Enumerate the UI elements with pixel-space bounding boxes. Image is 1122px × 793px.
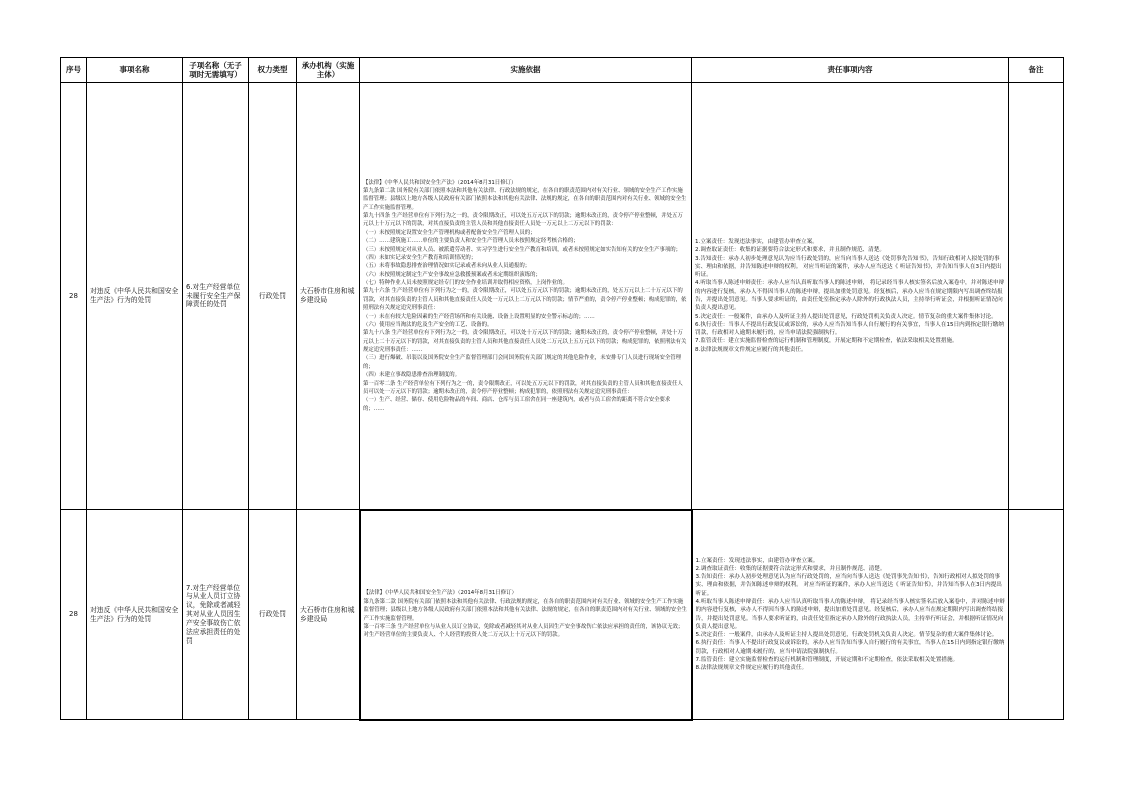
basis-line: （三）进行爆破、吊装以及国务院安全生产监督管理部门会同国务院有关部门规定的其他危险作业，未安排专门人员进行现场安全管理的； xyxy=(363,355,682,370)
header-item-name: 事项名称 xyxy=(87,58,183,83)
basis-line: 第九条第二款 国务院有关部门依照本法和其他有关法律、行政法规的规定，在各自的职责范围内对有关行业、领域的安全生产工作实施监督管理；县级以上地方各级人民政府有关部门依照本法和其他有关法律、法规的规定，在各自的职责范围内对有关行业、领域的安全生产工作实施监督管理。 xyxy=(363,187,687,211)
responsibility-line: 4.听取当事人陈述申辩责任：承办人应当认真听取当事人的陈述申辩， 将记录经当事人核实签名后放入案卷中，并对陈述申辩的内容进行复核，承办人不得因当事人的陈述申辩，提出加重处罚意见。经复核后，承办人应当在规定期限内写出调查终结报告，并提出处罚意见。当事人要求听证的，由责任处室指定承办人除外的行政执法人员，主持举行听证会，并根据听证情况向负责人提出意见。 xyxy=(695,598,1005,630)
basis-line: （七）特种作业人员未按照规定经专门的安全作业培训并取得相应资格，上岗作业的。 xyxy=(363,280,568,286)
row-power-type: 行政处罚 xyxy=(249,83,297,510)
basis-line: （六）未按照规定制定生产安全事故应急救援预案或者未定期组织演练的； xyxy=(363,271,541,278)
responsibility-line: 4.听取当事人陈述申辩责任：承办人应当认真听取当事人的陈述申辩， 将记录经当事人核实签名后放入案卷中，并对陈述申辩的内容进行复核，承办人不得因当事人的陈述申辩，提出加重处罚意见。经复核后，承办人应当在规定期限内写出调查终结报告，并提出处罚意见。当事人要求听证的，由责任处室指定承办人除外的行政执法人员，主持举行听证会，并根据听证情况向负责人提出意见。 xyxy=(695,280,1005,312)
table-header-row xyxy=(61,58,1064,83)
header-remark: 备注 xyxy=(1009,58,1064,83)
basis-line: （二）……建筑施工……单位的主要负责人和安全生产管理人员未按照规定经考核合格的； xyxy=(363,238,579,245)
row-seq: 28 xyxy=(61,83,87,510)
row-responsibility xyxy=(692,83,1009,510)
row-item-name: 对违反《中华人民共和国安全生产法》行为的处罚 xyxy=(87,510,183,720)
responsibility-line: 1.立案责任：发现违法事实，由建管办审查立案。 xyxy=(695,239,818,246)
responsibility-line: 3.告知责任：承办人初步处理意见认为应当行政处罚的，应当向当事人送达《处罚事先告知书》，告知行政相对人拟处罚的事实、理由和依据，并告知陈述申辩的权利。 对应当听证的案件，承办人应当送达《 听证告知书》，并告知当事人在3日内提出听证。 xyxy=(695,574,1002,597)
row-seq: 28 xyxy=(61,510,87,720)
basis-line: 第九十六条 生产经营单位有下列行为之一的，责令限期改正，可以处五万元以下的罚款；逾期未改正的，处五万元以上二十万元以下的罚款，对其直接负责的主管人员和其他直接责任人员处一万元以上二万元以下的罚款；情节严重的，责令停产停业整顿；构成犯罪的，依照刑法有关规定追究刑事责任： xyxy=(363,288,687,312)
row-power-type: 行政处罚 xyxy=(249,510,297,720)
row-agency: 大石桥市住房和城乡建设局 xyxy=(297,510,360,720)
basis-line: 【法律】《中华人民共和国安全生产法》（2014年8月31日修订） xyxy=(363,179,517,186)
row-basis xyxy=(360,83,692,510)
responsibility-line: 7.监管责任：建立实施监督检查的运行机制和管理制度，开展定期和不定期检查，依法采取相关处置措施。 xyxy=(695,338,958,345)
basis-line: 第一百零二条 生产经营单位有下列行为之一的，责令限期改正，可以处五万元以下的罚款，对其直接负责的主管人员和其他直接责任人员可以处一万元以下的罚款；逾期未改正的，责令停产停业整顿；构成犯罪的，依照刑法有关规定追究刑事责任： xyxy=(363,380,683,395)
row-agency: 大石桥市住房和城乡建设局 xyxy=(297,83,360,510)
responsibility-line: 8.法律法规规章文件规定应履行的其他责任。 xyxy=(695,665,808,672)
responsibility-line: 2.调查取证责任：收集的证据要符合法定形式和要求，并且制作规范、清楚。 xyxy=(695,565,886,572)
responsibility-line: 3.告知责任：承办人初步处理意见认为应当行政处罚的，应当向当事人送达《处罚事先告知书》，告知行政相对人拟处罚的事实、理由和依据，并告知陈述申辩的权利。 对应当听证的案件，承办人应当送达《 听证告知书》，并告知当事人在3日内提出听证。 xyxy=(695,255,1002,279)
responsibility-line: 6.执行责任：当事人不提出行政复议或诉讼的，承办人应当告知当事人自行履行的有关事宜，当事人在15日内到指定银行缴纳罚款，行政相对人逾期未履行的，应当申请法院强制执行。 xyxy=(695,640,1005,655)
basis-line: 第九十四条 生产经营单位有下列行为之一的，责令限期改正，可以处五万元以下的罚款；逾期未改正的，责令停产停业整顿，并处五万元以上十万元以下的罚款，对其直接负责的主管人员和其他直接责任人员处一万元以上二万元以下的罚款： xyxy=(363,213,683,228)
header-basis: 实施依据 xyxy=(360,58,692,83)
basis-line: （一）未按照规定设置安全生产管理机构或者配备安全生产管理人员的； xyxy=(363,229,536,236)
row-basis xyxy=(360,510,692,720)
basis-line: 第九十八条 生产经营单位有下列行为之一的，责令限期改正，可以处十万元以下的罚款；逾期未改正的，责令停产停业整顿，并处十万元以上二十万元以下的罚款，对其直接负责的主管人员和其他直接责任人员处二万元以上五万元以下的罚款；构成犯罪的，依照刑法有关规定追究刑事责任：…… xyxy=(363,330,687,353)
responsibility-line: 5.决定责任：一般案件，由承办人及听证主持人提出处罚意见，行政处罚机关负责人决定。情节复杂的重大案件集体讨论。 xyxy=(695,313,997,320)
table-row xyxy=(61,83,1064,510)
header-power-type: 权力类型 xyxy=(249,58,297,83)
basis-line: （五）未将事故隐患排查治理情况如实记录或者未向从业人员通报的； xyxy=(363,263,531,270)
row-responsibility xyxy=(692,510,1009,720)
responsibility-line: 1.立案责任：发现违法事实，由建管办审查立案。 xyxy=(695,557,819,564)
basis-line: （三）未按照规定对从业人员、被派遣劳动者、实习学生进行安全生产教育和培训，或者未按照规定如实告知有关的安全生产事项的；（四）未如实记录安全生产教育和培训情况的； xyxy=(363,246,682,261)
header-agency: 承办机构（实施主体） xyxy=(297,58,360,83)
basis-line: 第九条第二款 国务院有关部门依照本法和其他有关法律、行政法规的规定，在各自的职责范围内对有关行业、领域的安全生产工作实施监督管理；县级以上地方各级人民政府有关部门依照本法和其他有关法律、法规的规定，在各自的职责范围内对有关行业、领域的安全生产工作实施监督管理。 xyxy=(363,598,687,622)
basis-line: （一）生产、经营、储存、使用危险物品的车间、商店、仓库与员工宿舍在同一座建筑内，或者与员工宿舍的距离不符合安全要求的；…… xyxy=(363,397,671,412)
basis-line: 【法律】《中华人民共和国安全生产法》（2014年8月31日修订） xyxy=(363,590,517,597)
responsibility-line: 6.执行责任：当事人不提出行政复议或诉讼的，承办人应当告知当事人自行履行的有关事宜，当事人在15日内到指定银行缴纳罚款，行政相对人逾期未履行的，应当申请法院强制执行。 xyxy=(695,321,1004,337)
responsibility-line: 5.决定责任：一般案件，由承办人及听证主持人提出处罚意见，行政处罚机关负责人决定。情节复杂的重大案件集体讨论。 xyxy=(695,632,998,639)
header-responsibility: 责任事项内容 xyxy=(692,58,1009,83)
table-row xyxy=(61,510,1064,720)
row-remark xyxy=(1009,83,1064,510)
basis-line: （四）未建立事故隐患排查治理制度的。 xyxy=(363,372,461,379)
power-list-table xyxy=(60,57,1064,721)
basis-line: （一）未在有较大危险因素的生产经营场所和有关设施、设备上设置明显的安全警示标志的；…… xyxy=(363,313,595,320)
header-seq: 序号 xyxy=(61,58,87,83)
row-remark xyxy=(1009,510,1064,720)
row-item-name: 对违反《中华人民共和国安全生产法》行为的处罚 xyxy=(87,83,183,510)
responsibility-line: 2.调查取证责任：收集的证据要符合法定形式和要求，并且制作规范、清楚。 xyxy=(695,247,885,254)
responsibility-line: 7.监管责任：建立实施监督检查的运行机制和管理制度，开展定期和不定期检查，依法采取相关处置措施。 xyxy=(695,656,959,663)
header-sub-item: 子项名称（无子项时无需填写） xyxy=(183,58,249,83)
responsibility-line: 8.法律法规规章文件规定应履行的其他责任。 xyxy=(695,346,807,353)
row-sub-item: 6.对生产经营单位未履行安全生产保障责任的处罚 xyxy=(183,83,249,510)
basis-line: 第一百零三条 生产经营单位与从业人员订立协议，免除或者减轻其对从业人员因生产安全事故伤亡依法应承担的责任的，该协议无效；对生产经营单位的主要负责人、个人经营的投资人处二万元以上十万元以下的罚款。 xyxy=(363,623,684,639)
row-sub-item: 7.对生产经营单位与从业人员订立协议，免除或者减轻其对从业人员因生产安全事故伤亡依法应承担责任的处罚 xyxy=(183,510,249,720)
basis-line: （六）使用应当淘汰的危及生产安全的工艺、设备的。 xyxy=(363,321,493,328)
